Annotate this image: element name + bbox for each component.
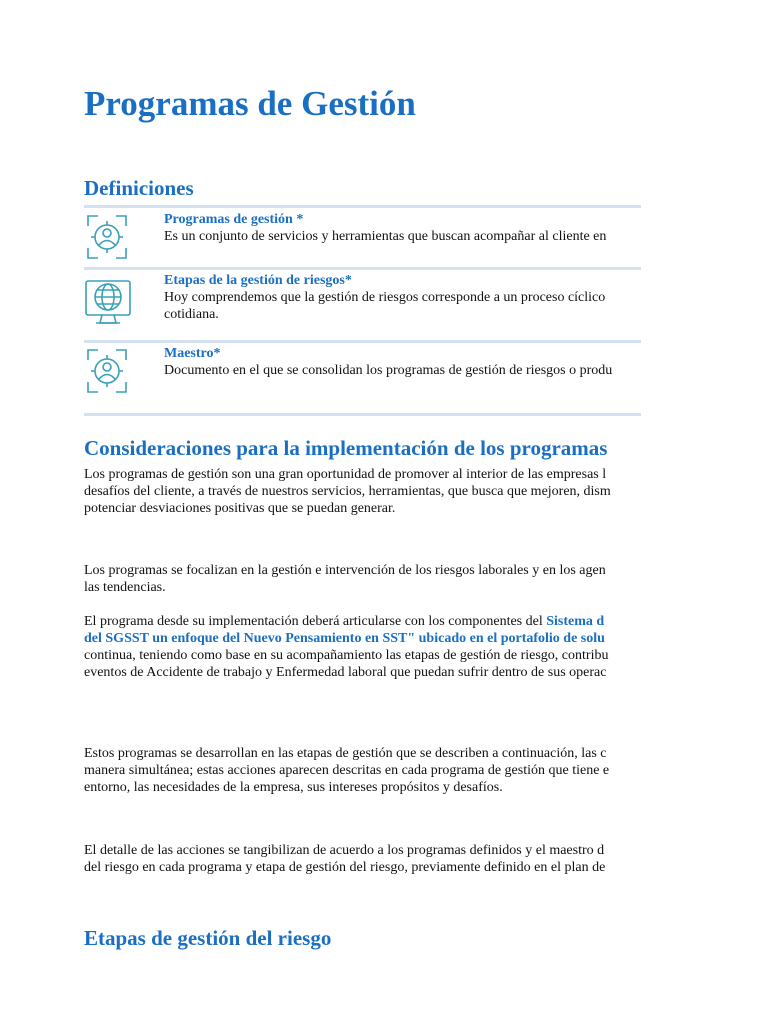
definition-item: [84, 212, 641, 262]
definition-term: Etapas de la gestión de riesgos*: [164, 273, 352, 288]
divider: [84, 340, 641, 343]
paragraph-line: continua, teniendo como base en su acompañamiento las etapas de gestión de riesgo, contribu: [84, 648, 609, 663]
paragraph-line: potenciar desviaciones positivas que se puedan generar.: [84, 501, 396, 516]
stages-section: [84, 926, 641, 951]
paragraph: [84, 745, 641, 796]
sgsst-link[interactable]: Sistema d: [546, 614, 605, 629]
paragraph-line: Estos programas se desarrollan en las etapas de gestión que se describen a continuación, las c: [84, 746, 607, 761]
paragraph-line: entorno, las necesidades de la empresa, sus intereses propósitos y desafíos.: [84, 780, 503, 795]
definition-term: Maestro*: [164, 346, 221, 361]
page-title: Programas de Gestión: [84, 84, 416, 123]
considerations-heading: Consideraciones para la implementación de los programas: [84, 436, 608, 460]
divider: [84, 413, 641, 416]
sgsst-link[interactable]: del SGSST un enfoque del Nuevo Pensamiento en SST" ubicado en el portafolio de solu: [84, 631, 605, 646]
definitions-heading: Definiciones: [84, 176, 194, 200]
considerations-section: [84, 436, 641, 461]
paragraph-line: Los programas se focalizan en la gestión e intervención de los riesgos laborales y en los agen: [84, 563, 606, 578]
definitions-section: [84, 176, 641, 201]
paragraph-line: las tendencias.: [84, 580, 166, 595]
definition-description: cotidiana.: [164, 307, 219, 322]
definition-description: Hoy comprendemos que la gestión de riesgos corresponde a un proceso cíclico: [164, 290, 606, 305]
stages-heading: Etapas de gestión del riesgo: [84, 926, 332, 950]
definition-term: Programas de gestión *: [164, 212, 304, 227]
paragraph-line: Los programas de gestión son una gran oportunidad de promover al interior de las empresas l: [84, 467, 607, 482]
paragraph-text: El programa desde su implementación deberá articularse con los componentes del: [84, 614, 547, 629]
paragraph: [84, 613, 641, 681]
person-target-icon: [84, 346, 130, 396]
definition-item: [84, 346, 641, 396]
divider: [84, 267, 641, 270]
paragraph-line: del riesgo en cada programa y etapa de gestión del riesgo, previamente definido en el plan de: [84, 860, 606, 875]
definition-description: Es un conjunto de servicios y herramientas que buscan acompañar al cliente en: [164, 229, 607, 244]
person-target-icon: [84, 212, 130, 262]
definition-item: [84, 273, 641, 331]
paragraph-line: [84, 613, 641, 630]
paragraph: [84, 562, 641, 596]
paragraph-line: eventos de Accidente de trabajo y Enfermedad laboral que puedan sufrir dentro de sus operac: [84, 665, 607, 680]
divider: [84, 205, 641, 208]
paragraph-line: desafíos del cliente, a través de nuestros servicios, herramientas, que busca que mejoren, dism: [84, 484, 611, 499]
globe-monitor-icon: [84, 273, 130, 331]
paragraph: [84, 842, 641, 876]
paragraph-line: manera simultánea; estas acciones aparecen descritas en cada programa de gestión que tiene e: [84, 763, 610, 778]
definition-description: Documento en el que se consolidan los programas de gestión de riesgos o produ: [164, 363, 613, 378]
paragraph-line: El detalle de las acciones se tangibilizan de acuerdo a los programas definidos y el maestro d: [84, 843, 605, 858]
paragraph: [84, 466, 641, 517]
